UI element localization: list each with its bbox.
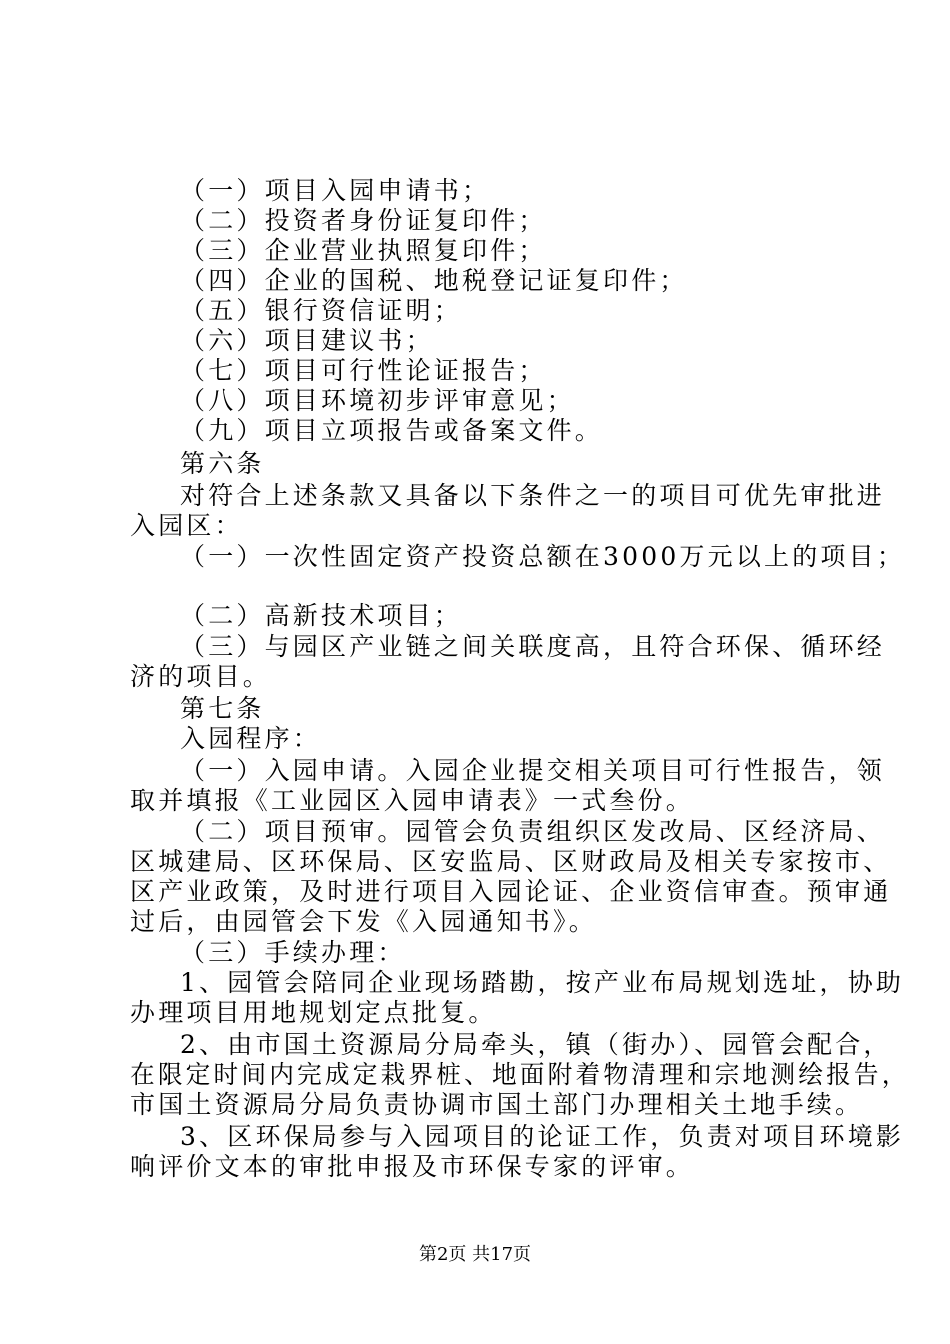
text-line: （五）银行资信证明； — [180, 296, 463, 325]
text-line: （七）项目可行性论证报告； — [180, 356, 547, 385]
text-line: 办理项目用地规划定点批复。 — [130, 998, 497, 1027]
text-line: （一）一次性固定资产投资总额在3000万元以上的项目； — [180, 542, 906, 571]
text-line: 区城建局、区环保局、区安监局、区财政局及相关专家按市、 — [130, 847, 892, 876]
text-line: 市国土资源局分局负责协调市国土部门办理相关土地手续。 — [130, 1090, 864, 1119]
section-heading: 第七条 — [180, 694, 265, 723]
text-line: （二）高新技术项目； — [180, 601, 463, 630]
text-line: （六）项目建议书； — [180, 326, 434, 355]
text-line: 入园区： — [130, 511, 243, 540]
text-line: 济的项目。 — [130, 662, 272, 691]
text-line: （四）企业的国税、地税登记证复印件； — [180, 266, 688, 295]
text-line: 入园程序： — [180, 724, 322, 753]
text-line: 响评价文本的审批申报及市环保专家的评审。 — [130, 1152, 695, 1181]
text-line: 过后，由园管会下发《入园通知书》。 — [130, 907, 597, 936]
text-line: （九）项目立项报告或备案文件。 — [180, 416, 604, 445]
text-line: （二）投资者身份证复印件； — [180, 206, 547, 235]
text-line: （三）与园区产业链之间关联度高，且符合环保、循环经 — [180, 632, 886, 661]
text-line: 对符合上述条款又具备以下条件之一的项目可优先审批进 — [180, 481, 886, 510]
section-heading: 第六条 — [180, 449, 265, 478]
text-line: （一）入园申请。入园企业提交相关项目可行性报告，领 — [180, 756, 886, 785]
text-line: 2、由市国土资源局分局牵头，镇（街办）、园管会配合， — [180, 1030, 892, 1059]
text-line: （三）企业营业执照复印件； — [180, 236, 547, 265]
text-line: 在限定时间内完成定栽界桩、地面附着物清理和宗地测绘报告， — [130, 1060, 910, 1089]
text-line: 3、区环保局参与入园项目的论证工作，负责对项目环境影 — [180, 1122, 905, 1151]
text-line: 区产业政策，及时进行项目入园论证、企业资信审查。预审通 — [130, 877, 892, 906]
text-line: （八）项目环境初步评审意见； — [180, 386, 575, 415]
text-line: 1、园管会陪同企业现场踏勘，按产业布局规划选址，协助 — [180, 968, 905, 997]
text-line: （三）手续办理： — [180, 938, 406, 967]
page-number-footer: 第2页 共17页 — [418, 1244, 532, 1265]
text-line: 取并填报《工业园区入园申请表》一式叁份。 — [130, 786, 695, 815]
text-line: （二）项目预审。园管会负责组织区发改局、区经济局、 — [180, 817, 886, 846]
text-line: （一）项目入园申请书； — [180, 176, 491, 205]
